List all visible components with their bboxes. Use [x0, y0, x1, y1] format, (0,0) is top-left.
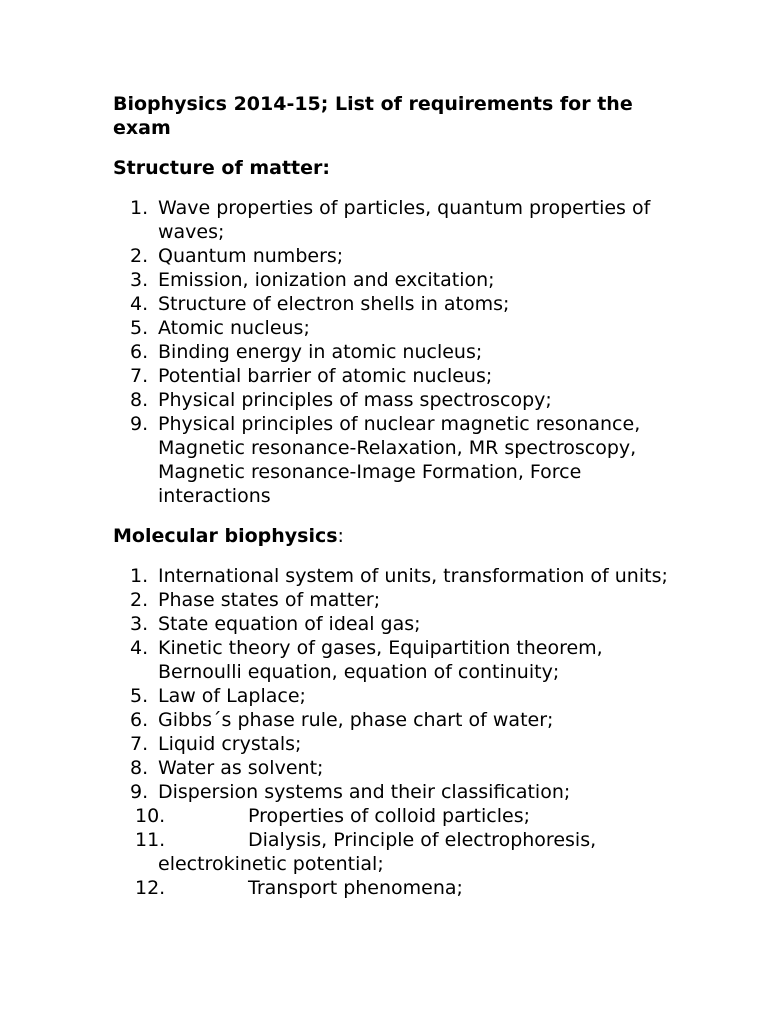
list-item — [113, 316, 673, 340]
item-text: Wave properties of particles, quantum properties of waves; — [158, 197, 651, 243]
item-number: 7. — [130, 365, 149, 387]
item-number: 9. — [130, 413, 149, 435]
item-number: 5. — [130, 685, 149, 707]
list-item — [113, 340, 673, 364]
list-item — [113, 804, 673, 828]
list-item — [113, 732, 673, 756]
list-item — [113, 564, 673, 588]
item-text: Structure of electron shells in atoms; — [158, 293, 510, 315]
list-item — [113, 636, 673, 684]
list-item — [113, 244, 673, 268]
item-number: 10. — [135, 805, 166, 827]
list-item — [113, 364, 673, 388]
list-item — [113, 588, 673, 612]
item-text: Gibbs´s phase rule, phase chart of water; — [158, 709, 554, 731]
item-text: Liquid crystals; — [158, 733, 302, 755]
item-text: Binding energy in atomic nucleus; — [158, 341, 483, 363]
list-item — [113, 412, 673, 508]
item-number: 4. — [130, 637, 149, 659]
list-item — [113, 756, 673, 780]
item-text: Dialysis, Principle of electrophoresis, electrokinetic potential; — [158, 829, 597, 875]
item-text: Properties of colloid particles; — [248, 805, 531, 827]
item-number: 8. — [130, 389, 149, 411]
item-text: Quantum numbers; — [158, 245, 344, 267]
item-number: 11. — [135, 829, 166, 851]
item-text: Physical principles of mass spectroscopy; — [158, 389, 552, 411]
document-title: Biophysics 2014-15; List of requirements for the exam — [113, 93, 633, 139]
section-heading-bold: Structure of matter: — [113, 157, 330, 179]
item-text: Potential barrier of atomic nucleus; — [158, 365, 493, 387]
item-text: International system of units, transformation of units; — [158, 565, 668, 587]
list-item — [113, 684, 673, 708]
section-heading-bold: Molecular biophysics — [113, 525, 338, 547]
item-number: 8. — [130, 757, 149, 779]
item-number: 7. — [130, 733, 149, 755]
document-page — [113, 92, 673, 916]
item-text: Kinetic theory of gases, Equipartition theorem, Bernoulli equation, equation of continuity; — [158, 637, 603, 683]
section-heading-structure-of-matter — [113, 156, 673, 180]
item-text: Emission, ionization and excitation; — [158, 269, 495, 291]
list-item — [113, 292, 673, 316]
item-number: 5. — [130, 317, 149, 339]
list-item — [113, 780, 673, 804]
list-item — [113, 196, 673, 244]
item-number: 4. — [130, 293, 149, 315]
item-text: Law of Laplace; — [158, 685, 306, 707]
item-number: 2. — [130, 589, 149, 611]
item-text: Water as solvent; — [158, 757, 324, 779]
molecular-biophysics-list — [113, 564, 673, 900]
item-number: 6. — [130, 341, 149, 363]
item-number: 1. — [130, 197, 149, 219]
section-heading-molecular-biophysics — [113, 524, 673, 548]
item-number: 6. — [130, 709, 149, 731]
item-text: State equation of ideal gas; — [158, 613, 421, 635]
list-item — [113, 268, 673, 292]
item-text: Transport phenomena; — [248, 877, 463, 899]
item-text: Physical principles of nuclear magnetic resonance, Magnetic resonance-Relaxation, MR spectroscopy, Magnetic resonance-Image Formation, Force interactions — [158, 413, 641, 507]
item-text: Phase states of matter; — [158, 589, 381, 611]
item-number: 3. — [130, 269, 149, 291]
item-number: 2. — [130, 245, 149, 267]
list-item — [113, 612, 673, 636]
structure-of-matter-list — [113, 196, 673, 508]
item-number: 3. — [130, 613, 149, 635]
item-number: 1. — [130, 565, 149, 587]
list-item — [113, 876, 673, 900]
section-heading-suffix: : — [337, 525, 344, 547]
list-item — [113, 388, 673, 412]
item-number: 9. — [130, 781, 149, 803]
item-text: Atomic nucleus; — [158, 317, 310, 339]
list-item — [113, 708, 673, 732]
item-text: Dispersion systems and their classification; — [158, 781, 571, 803]
list-item — [113, 828, 673, 876]
item-number: 12. — [135, 877, 166, 899]
